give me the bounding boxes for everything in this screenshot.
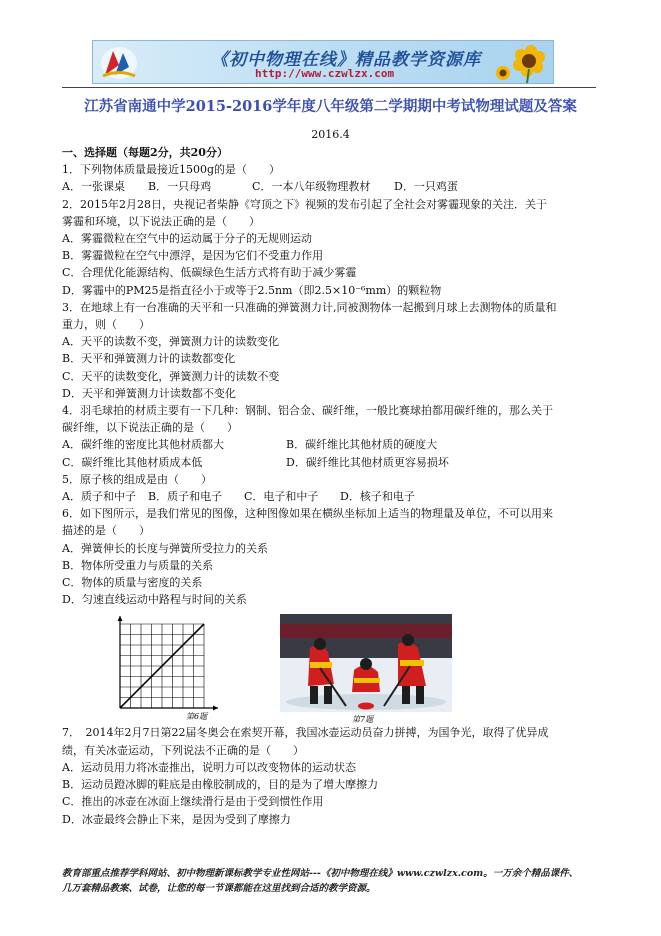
fig6-caption: 第6题: [186, 712, 208, 722]
footer-line2: 几万套精品教案、试卷，让您的每一节课都能在这里找到合适的教学资源。: [62, 883, 376, 894]
q7-stem-line2: 绩，有关冰壶运动，下列说法不正确的是（ ）: [62, 743, 304, 757]
q3-option-b: B．天平和弹簧测力计的读数都变化: [62, 352, 236, 366]
exam-content: [62, 144, 598, 828]
q6-option-a: A．弹簧伸长的长度与弹簧所受拉力的关系: [62, 541, 268, 555]
q4-options-row2: [62, 454, 598, 471]
q2-stem-line2: 雾霾和环境，以下说法正确的是（ ）: [62, 214, 260, 228]
q1-options: [62, 178, 598, 195]
q3-option-d: D．天平和弹簧测力计读数都不变化: [62, 386, 236, 400]
q4-stem-line1: 4．羽毛球拍的材质主要有一下几种：钢制、铝合金、碳纤维，一般比赛球拍都用碳纤维的，那么关于: [62, 404, 553, 418]
q3-option-c: C．天平的读数变化，弹簧测力计的读数不变: [62, 369, 280, 383]
q2-stem-line1: 2．2015年2月28日，央视记者柴静《穹顶之下》视频的发布引起了全社会对雾霾现象的关注．关于: [62, 197, 547, 211]
q7-option-c: C．推出的冰壶在冰面上继续滑行是由于受到惯性作用: [62, 795, 324, 809]
q2-option-c: C．合理优化能源结构、低碳绿色生活方式将有助于减少雾霾: [62, 266, 357, 280]
q2-option-b: B．雾霾微粒在空气中漂浮，是因为它们不受重力作用: [62, 249, 324, 263]
footer-line1: 教育部重点推荐学科网站、初中物理新课标教学专业性网站---《初中物理在线》www.czwlzx.com。一万余个精品课件、: [62, 868, 579, 879]
q1-option-d: D．一只鸡蛋: [394, 180, 458, 194]
q5-option-a: A．质子和中子: [62, 490, 136, 504]
q2-option-d: D．雾霾中的PM25是指直径小于或等于2.5nm（即2.5×10⁻⁶mm）的颗粒物: [62, 283, 442, 297]
figures-row: [62, 612, 598, 724]
q6-stem-line2: 描述的是（ ）: [62, 524, 150, 538]
q4-stem-line2: 碳纤维，以下说法正确的是（ ）: [62, 421, 238, 435]
q3-option-a: A．天平的读数不变，弹簧测力计的读数变化: [62, 335, 279, 349]
fig6-linear-graph: [112, 612, 222, 722]
q7-option-b: B．运动员蹬冰脚的鞋底是由橡胶制成的，目的是为了增大摩擦力: [62, 778, 379, 792]
sunflower-icon: [493, 43, 549, 83]
q5-options: [62, 488, 598, 505]
q3-stem-line1: 3．在地球上有一台准确的天平和一只准确的弹簧测力计,同被测物体一起搬到月球上去测物体的质量和: [62, 300, 557, 314]
fig7-curling-photo: [280, 614, 452, 724]
q4-options-row1: [62, 436, 598, 453]
q5-option-b: B．质子和电子: [148, 490, 223, 504]
exam-date: 2016.4: [311, 128, 350, 141]
q1-stem: 1．下列物体质量最接近1500g的是（ ）: [62, 163, 281, 177]
header-rule: [62, 87, 596, 88]
q3-stem-line2: 重力，则（ ）: [62, 318, 150, 332]
q6-stem-line1: 6．如下图所示，是我们常见的图像，这种图像如果在横纵坐标加上适当的物理量及单位，不可以用来: [62, 507, 553, 521]
q5-option-d: D．核子和电子: [340, 490, 415, 504]
q4-option-a: A．碳纤维的密度比其他材质都大: [62, 438, 224, 452]
header-banner: [92, 40, 554, 84]
site-logo-icon: [99, 43, 139, 81]
q7-option-a: A．运动员用力将冰壶推出，说明力可以改变物体的运动状态: [62, 760, 356, 774]
q7-option-d: D．冰壶最终会静止下来，是因为受到了摩擦力: [62, 812, 291, 826]
q1-option-c: C．一本八年级物理教材: [252, 180, 371, 194]
q6-option-c: C．物体的质量与密度的关系: [62, 576, 203, 590]
fig7-caption: 第7题: [352, 715, 374, 725]
page-footer: [62, 866, 602, 896]
banner-url[interactable]: http://www.czwlzx.com: [255, 67, 395, 80]
q4-option-c: C．碳纤维比其他材质成本低: [62, 455, 203, 469]
section-heading: 一、选择题（每题2分，共20分）: [62, 146, 228, 159]
q6-option-b: B．物体所受重力与质量的关系: [62, 558, 214, 572]
q2-option-a: A．雾霾微粒在空气中的运动属于分子的无规则运动: [62, 232, 312, 246]
q7-stem-line1: 7． 2014年2月7日第22届冬奥会在索契开幕，我国冰壶运动员奋力拼搏，为国争光，取得了优异成: [62, 726, 549, 740]
q5-stem: 5．原子核的组成是由（ ）: [62, 472, 212, 486]
q4-option-b: B．碳纤维比其他材质的硬度大: [286, 438, 438, 452]
q6-option-d: D．匀速直线运动中路程与时间的关系: [62, 593, 247, 607]
q1-option-b: B．一只母鸡: [148, 180, 212, 194]
q4-option-d: D．碳纤维比其他材质更容易损坏: [286, 455, 449, 469]
q5-option-c: C．电子和中子: [244, 490, 319, 504]
document-title: 江苏省南通中学2015-2016学年度八年级第二学期期中考试物理试题及答案: [84, 98, 577, 115]
q1-option-a: A．一张课桌: [62, 180, 125, 194]
banner-title: 《初中物理在线》精品教学资源库: [211, 50, 481, 70]
